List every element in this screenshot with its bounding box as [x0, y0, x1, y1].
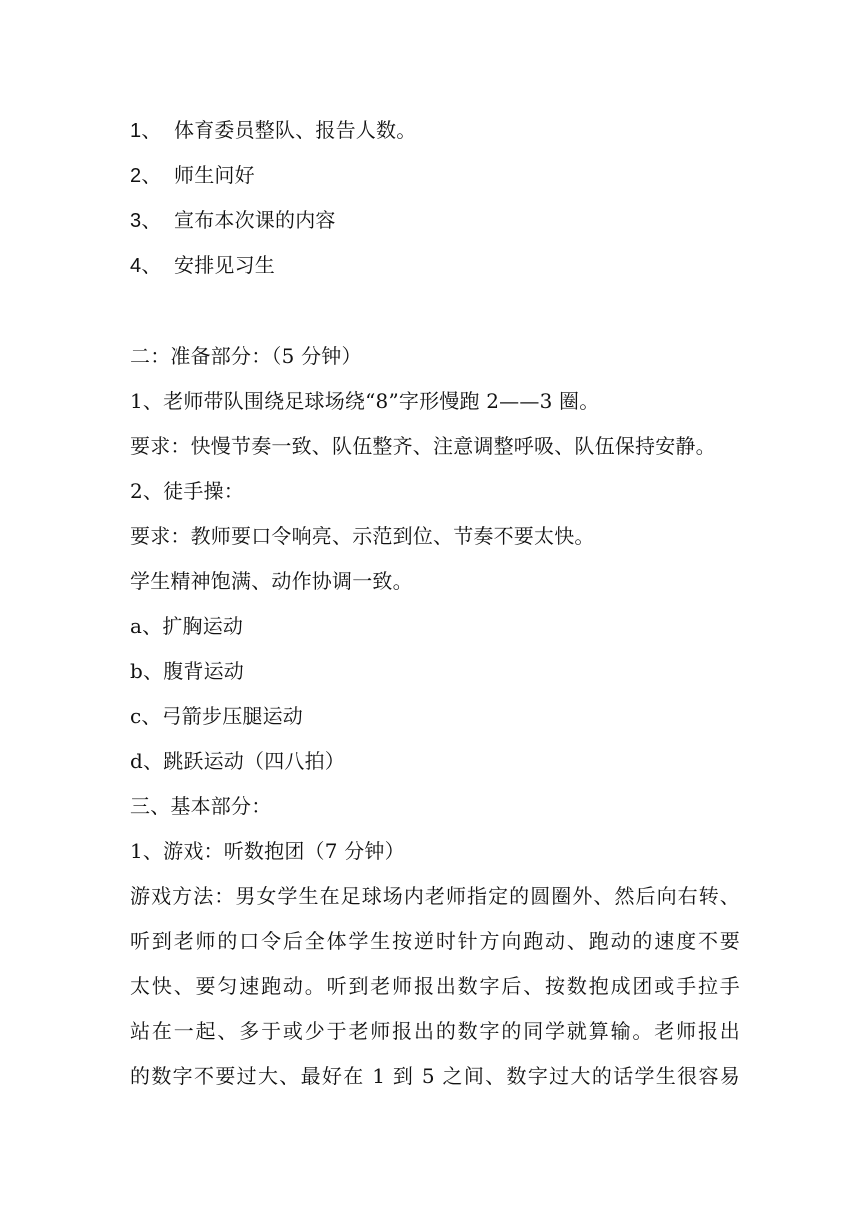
opening-item-number: 3、	[130, 210, 162, 232]
opening-item-number: 2、	[130, 165, 162, 187]
game-method-line: 游戏方法：男女学生在足球场内老师指定的圆圈外、然后向右转、	[130, 884, 740, 908]
opening-item-2	[130, 153, 740, 198]
opening-item-number: 1、	[130, 120, 162, 142]
exercise-item: c、弓箭步压腿运动	[130, 704, 304, 728]
game-method-line: 的数字不要过大、最好在 1 到 5 之间、数字过大的话学生很容易	[130, 1064, 740, 1088]
game-method-line: 听到老师的口令后全体学生按逆时针方向跑动、跑动的速度不要	[130, 929, 740, 953]
section2-item1: 1、老师带队围绕足球场绕“8”字形慢跑 2——3 圈。	[130, 389, 600, 413]
exercise-item: d、跳跃运动（四八拍）	[130, 749, 346, 773]
opening-item-text: 师生问好	[174, 163, 255, 187]
exercise-item: a、扩胸运动	[130, 614, 244, 638]
game-method-line: 站在一起、多于或少于老师报出的数字的同学就算输。老师报出	[130, 1019, 740, 1043]
opening-item-text: 安排见习生	[174, 253, 275, 277]
opening-item-number: 4、	[130, 255, 162, 277]
section2-item2-requirement-2: 学生精神饱满、动作协调一致。	[130, 569, 413, 593]
section2-item2: 2、徒手操：	[130, 479, 244, 503]
opening-item-text: 体育委员整队、报告人数。	[174, 118, 417, 142]
game-method-line: 太快、要匀速跑动。听到老师报出数字后、按数抱成团或手拉手	[130, 974, 740, 998]
section2-item2-requirement: 要求：教师要口令响亮、示范到位、节奏不要太快。	[130, 524, 595, 548]
document-page	[130, 108, 740, 1099]
opening-item-1	[130, 108, 740, 153]
exercise-item: b、腹背运动	[130, 659, 245, 683]
section-gap	[130, 288, 740, 334]
section2-item1-requirement: 要求：快慢节奏一致、队伍整齐、注意调整呼吸、队伍保持安静。	[130, 434, 716, 458]
section3-item1: 1、游戏：听数抱团（7 分钟）	[130, 839, 405, 863]
opening-item-4	[130, 243, 740, 288]
section2-heading: 二：准备部分：（5 分钟）	[130, 344, 362, 368]
opening-item-text: 宣布本次课的内容	[174, 208, 336, 232]
opening-item-3	[130, 198, 740, 243]
section3-heading: 三、基本部分：	[130, 794, 272, 818]
